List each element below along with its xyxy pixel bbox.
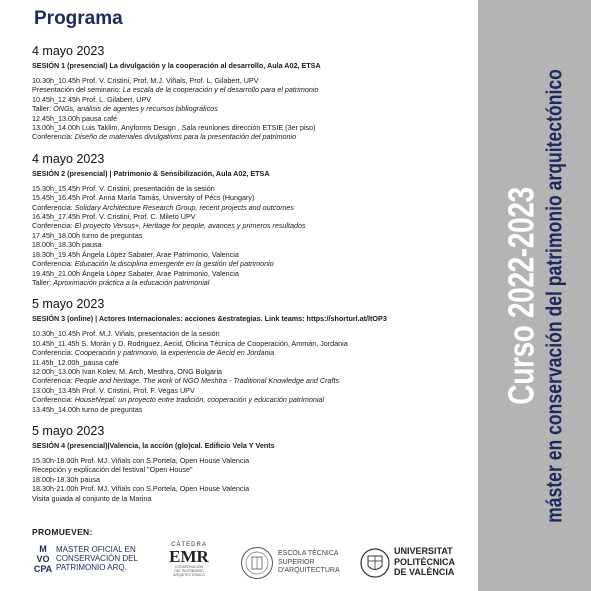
mcpa-mark: M VO CPA [33,544,53,574]
upv-crest-icon [360,546,390,580]
session-line: 11.45h_12.00h_pausa café [32,357,119,367]
session-line: Conferencia: Cooperación y patrimonio, la experiencia de Aecid en Jordania [32,348,275,358]
session-header: SESIÓN 4 (presencial)|Valencia, la acción (glo)cal. Edificio Vela Y Vents [32,440,275,450]
session-line: Conferencia: Diseño de materiales divulgativos para la presentación del patrimonio [32,132,297,142]
session-line: 15.45h_16.45h Prof. Anna María Tamás, University of Pécs (Hungary) [32,193,255,203]
mcpa-logo: M VO CPA MASTER OFICIAL EN CONSERVACIÓN DEL PATRIMONIO ARQ. [32,542,144,584]
session-date: 4 mayo 2023 [32,151,105,166]
course-sidebar [478,0,591,591]
session-line: 18.30h_19.45h Ángela López Sabater, Arae Patrimonio, Valencia [32,249,239,259]
session-line: 15.30h_15.45h Prof. V. Cristini, presentación de la sesión [32,183,215,193]
etsa-seal-icon [240,546,274,580]
sidebar-vertical-title [502,11,567,581]
session-header: SESIÓN 3 (online) | Actores Internacionales: acciones &estrategias. Link teams: https://shorturl.at/ltOP3 [32,314,387,324]
session-line: 13.00h_14.00h Luis Taklim, Anyforms Design , Sala reuniones dirección ETSIE (3er piso) [32,123,316,133]
session-line: 10.30h_10.45h Prof. V. Cristini, Prof. M.J. Viñals, Prof. L. Gilabert, UPV [32,76,259,85]
session-line: 12.45h_13.00h pausa café [32,113,118,123]
promueven-label: PROMUEVEN: [32,527,93,537]
session-line: 19.45h_21.00h Ángela López Sabater, Arae Patrimonio, Valencia [32,268,239,278]
etsa-logo: ESCOLA TÈCNICA SUPERIOR D'ARQUITECTURA [238,542,338,584]
session-line: Conferencia: People and heritage. The work of NGO Meshtra - Traditional Knowledge and Crafts [32,376,340,386]
session-3 [32,297,472,414]
session-1 [32,44,472,142]
session-line: Conferencia: Educación la disciplina emergente en la gestión del patrimonio [32,259,274,269]
session-line: Presentación del seminario: La escala de la cooperación y el desarrollo para el patrimonio [32,85,319,95]
session-line: Recepción y explicación del festival "Open House" [32,465,193,475]
session-line: Conferencia: El proyecto Versus+, Heritage for people, avances y primeros resultados [32,221,306,231]
session-line: 10.45h_12.45h Prof. L. Gilabert, UPV [32,94,152,104]
sponsor-logos [32,542,472,586]
session-line: Conferencia: HouseNepal: un proyecto entre tradición, cooperación y educación patrimonial [32,395,325,405]
upv-logo: UNIVERSITAT POLITÈCNICA DE VALÈNCIA [358,542,472,584]
sessions-list [32,44,472,513]
session-2 [32,152,472,287]
master-name: máster en conservación del patrimonio arquitectónico [541,69,567,523]
session-line: 10.45h_11.45h S. Morán y D. Rodriguez, Aecid, Oficina Técnica de Cooperación, Ammán, Jordania [32,338,348,348]
session-line: 18.00h_18.30h pausa [32,240,102,250]
session-line: 15.30h-18.00h Prof. MJ. Viñals con S.Portela, Open House Valencia [32,455,250,465]
session-line: 16.45h_17.45h Prof. V. Cristini, Prof. C. Mileto UPV [32,212,196,222]
session-line: 13.00h_13.45h Prof. V. Cristini, Prof. F. Vegas UPV [32,385,195,395]
session-line: 17.45h_18.00h turno de preguntas [32,230,143,240]
page-title: Programa [34,8,123,29]
session-line: 18.00h-18.30h pausa [32,474,100,484]
session-line: 12.00h_13.00h Ivan Kolev, M. Arch, Mesthra, ONG Bulgaria [32,366,223,376]
session-line: Taller: Aproximación práctica a la educación patrimonial [32,277,210,287]
session-line: 18.30h-21.00h Prof. MJ. Viñals con S.Portela, Open House Valencia [32,484,250,494]
session-line: Taller: ONGs, análisis de agentes y recursos bibliográficos [32,104,218,114]
session-header: SESIÓN 2 (presencial) | Patrimonio & Sensibilización, Aula A02, ETSA [32,168,270,178]
session-header: SESIÓN 1 (presencial) La divulgación y la cooperación al desarrollo, Aula A02, ETSA [32,61,321,70]
session-date: 4 mayo 2023 [32,44,105,58]
session-4 [32,424,472,503]
course-year: Curso 2022-2023 [500,187,542,405]
session-line: 13.45h_14.00h turno de preguntas [32,404,143,414]
session-line: Conferencia: Solidary Architecture Research Group, recent projects and outcomes [32,202,294,212]
session-date: 5 mayo 2023 [32,297,105,312]
session-date: 5 mayo 2023 [32,423,105,438]
session-line: 10.30h_10.45h Prof. M.J. Viñals, presentación de la sesión [32,329,220,339]
session-line: Visita guiada al conjunto de la Marina [32,493,152,503]
catedra-emr-logo: CÀTEDRA EMR CONSERVACIÓN DEL PATRIMONIO ARQUITECTÓNICO [169,542,209,577]
